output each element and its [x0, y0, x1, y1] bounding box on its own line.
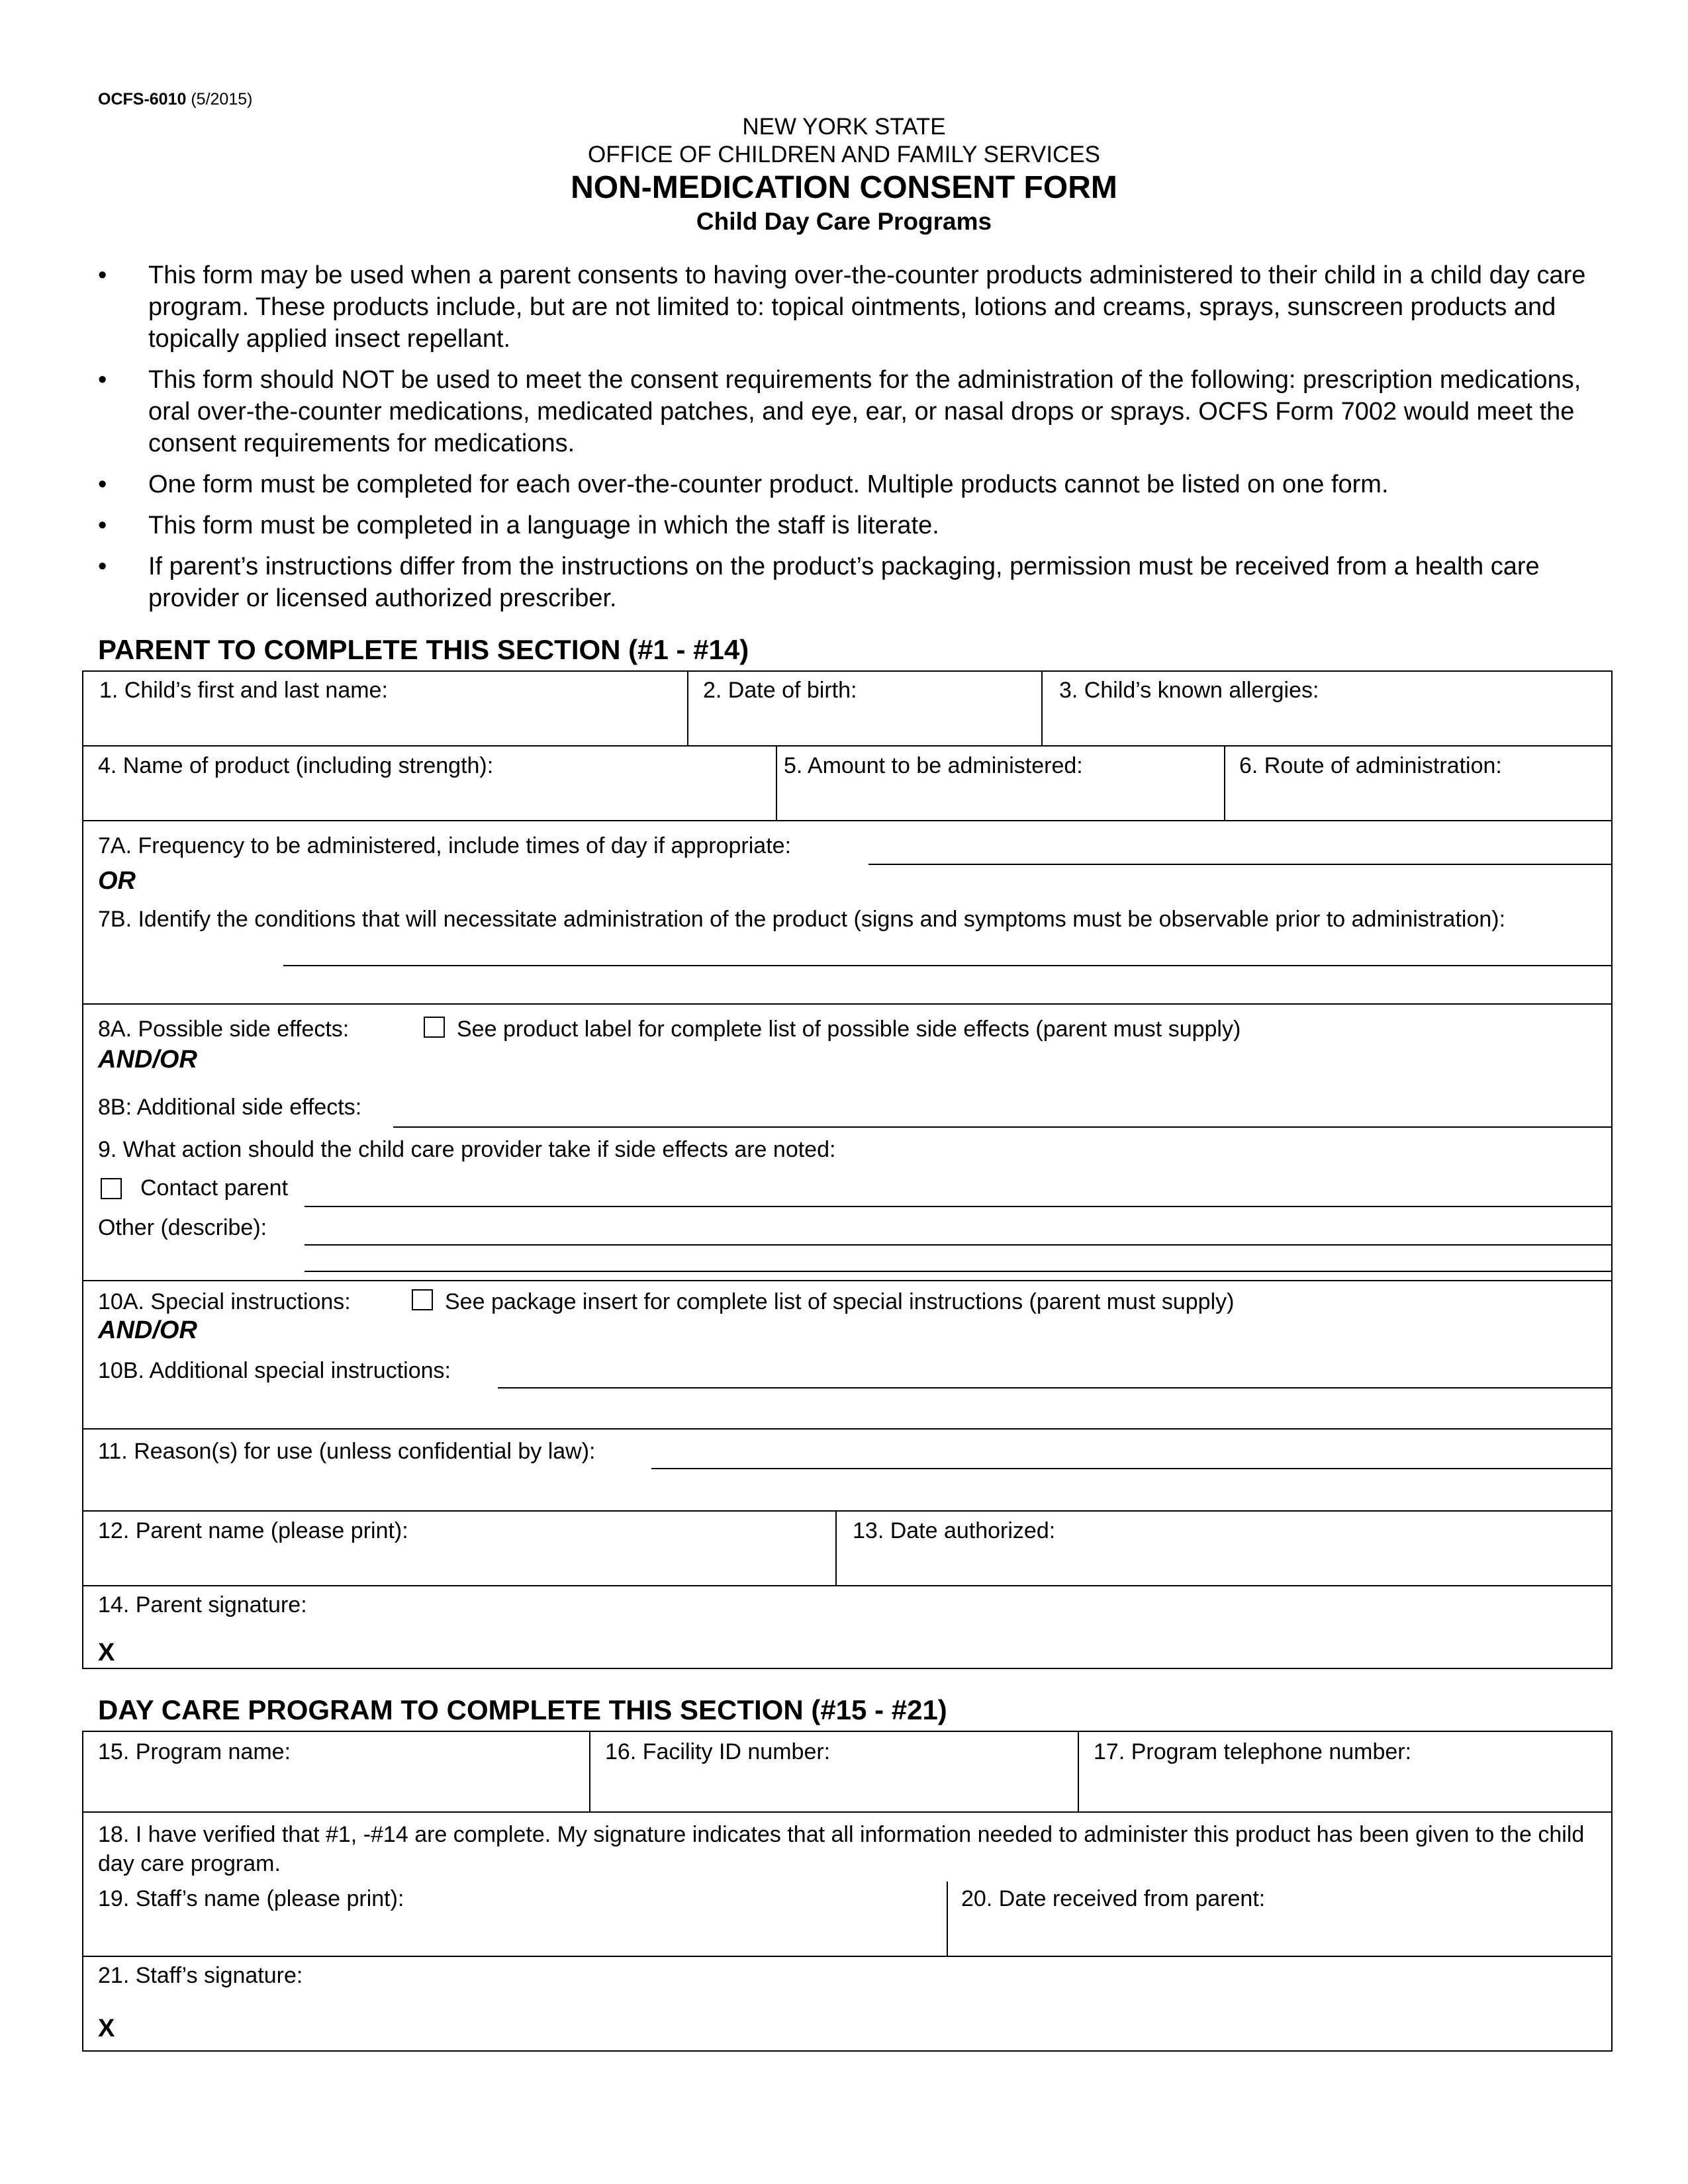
divider	[82, 1280, 1613, 1281]
additional-instructions-label: 10B. Additional special instructions:	[98, 1358, 451, 1383]
or-label: OR	[98, 867, 136, 895]
conditions-input-line[interactable]	[283, 965, 1613, 966]
allergies-field[interactable]: 3. Child’s known allergies:	[1059, 678, 1319, 703]
date-of-birth-field[interactable]: 2. Date of birth:	[703, 678, 857, 703]
staff-signature-label: 21. Staff’s signature:	[98, 1963, 303, 1988]
additional-side-effects-label: 8B: Additional side effects:	[98, 1095, 362, 1120]
other-describe-label: Other (describe):	[98, 1215, 267, 1240]
program-phone-field[interactable]: 17. Program telephone number:	[1094, 1739, 1412, 1764]
parent-signature-x[interactable]: X	[98, 1639, 115, 1666]
product-name-field[interactable]: 4. Name of product (including strength):	[98, 753, 494, 778]
other-describe-input-line-2[interactable]	[305, 1271, 1613, 1272]
form-date: (5/2015)	[191, 90, 253, 109]
side-effects-label: 8A. Possible side effects:	[98, 1017, 350, 1042]
page-title: NON-MEDICATION CONSENT FORM	[571, 170, 1117, 205]
route-field[interactable]: 6. Route of administration:	[1239, 753, 1502, 778]
frequency-input-line[interactable]	[868, 864, 1613, 865]
divider	[82, 1003, 1613, 1005]
amount-field[interactable]: 5. Amount to be administered:	[784, 753, 1083, 778]
list-item: • One form must be completed for each over-the-counter product. Multiple products cannot be listed on one form.	[98, 471, 1389, 498]
divider	[1041, 670, 1043, 745]
date-received-field[interactable]: 20. Date received from parent:	[961, 1886, 1266, 1911]
divider	[82, 820, 1613, 821]
contact-parent-label: Contact parent	[140, 1175, 289, 1201]
divider	[82, 1585, 1613, 1586]
state-heading: NEW YORK STATE	[742, 114, 946, 140]
special-instructions-label: 10A. Special instructions:	[98, 1289, 351, 1314]
additional-instructions-input-line[interactable]	[498, 1387, 1613, 1388]
date-authorized-field[interactable]: 13. Date authorized:	[853, 1518, 1056, 1543]
additional-side-effects-input-line[interactable]	[393, 1126, 1613, 1128]
special-instructions-check-label: See package insert for complete list of special instructions (parent must supply)	[445, 1289, 1235, 1314]
divider	[82, 745, 1613, 747]
instructions-list	[98, 259, 1607, 623]
divider	[776, 745, 777, 820]
side-effects-checkbox[interactable]	[424, 1017, 445, 1038]
office-heading: OFFICE OF CHILDREN AND FAMILY SERVICES	[587, 142, 1101, 167]
side-effects-check-label: See product label for complete list of possible side effects (parent must supply)	[457, 1017, 1241, 1042]
divider	[687, 670, 688, 745]
parent-signature-label: 14. Parent signature:	[98, 1592, 307, 1617]
special-instructions-checkbox[interactable]	[412, 1289, 433, 1310]
andor-label: AND/OR	[98, 1046, 197, 1073]
form-number: OCFS-6010 (5/2015)	[98, 90, 253, 109]
divider	[82, 1956, 1613, 1957]
child-name-field[interactable]: 1. Child’s first and last name:	[99, 678, 388, 703]
frequency-label: 7A. Frequency to be administered, include times of day if appropriate:	[98, 833, 792, 858]
list-item: • This form may be used when a parent consents to having over-the-counter products administered to their child in a child day care program. These products include, but are not limited to: topical ointments, lotions and creams, sprays, sunscreen products and topically applied insect repellant.	[98, 261, 1586, 353]
divider	[82, 1510, 1613, 1512]
reason-label: 11. Reason(s) for use (unless confidential by law):	[98, 1439, 596, 1464]
page-subtitle: Child Day Care Programs	[696, 208, 992, 235]
divider	[1224, 745, 1225, 820]
parent-section-heading: PARENT TO COMPLETE THIS SECTION (#1 - #14)	[98, 634, 749, 665]
contact-parent-input-line[interactable]	[305, 1206, 1613, 1207]
verification-statement: 18. I have verified that #1, -#14 are complete. My signature indicates that all information needed to administer this product has been given to the child day care program.	[98, 1822, 1585, 1876]
program-section-heading: DAY CARE PROGRAM TO COMPLETE THIS SECTION (#15 - #21)	[98, 1694, 947, 1725]
list-item: • This form should NOT be used to meet the consent requirements for the administration of the following: prescription medications, oral over-the-counter medications, medicated patches, and eye, ear, or nasal drops or sprays. OCFS Form 7002 would meet the consent requirements for medications.	[98, 366, 1581, 457]
action-label: 9. What action should the child care provider take if side effects are noted:	[98, 1137, 836, 1162]
divider	[589, 1731, 590, 1811]
contact-parent-checkbox[interactable]	[101, 1178, 122, 1199]
divider	[947, 1882, 948, 1956]
parent-name-field[interactable]: 12. Parent name (please print):	[98, 1518, 408, 1543]
reason-input-line[interactable]	[651, 1468, 1613, 1469]
conditions-label: 7B. Identify the conditions that will necessitate administration of the product (signs and symptoms must be observable prior to administration):	[98, 907, 1506, 932]
list-item: • This form must be completed in a language in which the staff is literate.	[98, 512, 939, 539]
program-name-field[interactable]: 15. Program name:	[98, 1739, 291, 1764]
divider	[82, 1811, 1613, 1813]
staff-name-field[interactable]: 19. Staff’s name (please print):	[98, 1886, 404, 1911]
andor-label-2: AND/OR	[98, 1316, 197, 1344]
staff-signature-x[interactable]: X	[98, 2015, 115, 2042]
divider	[1078, 1731, 1079, 1811]
divider	[835, 1510, 837, 1585]
divider	[82, 1428, 1613, 1430]
other-describe-input-line[interactable]	[305, 1244, 1613, 1246]
facility-id-field[interactable]: 16. Facility ID number:	[605, 1739, 831, 1764]
list-item: • If parent’s instructions differ from the instructions on the product’s packaging, permission must be received from a health care provider or licensed authorized prescriber.	[98, 553, 1540, 612]
